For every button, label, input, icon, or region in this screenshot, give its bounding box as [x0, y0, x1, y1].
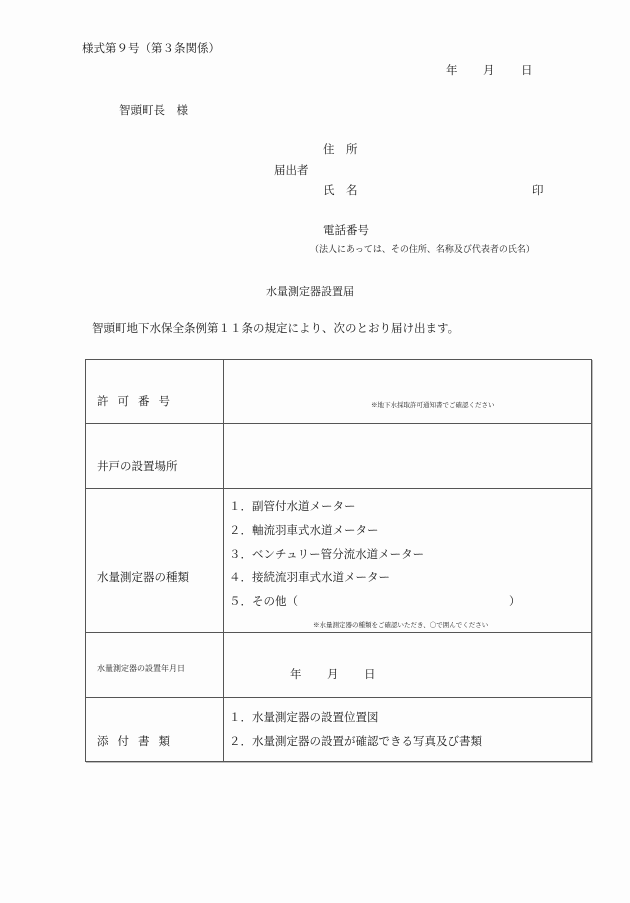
- corporate-note: （法人にあっては、その住所、名称及び代表者の氏名）: [310, 245, 535, 255]
- install-day-label: 日: [364, 667, 376, 681]
- well-location-label: 井戸の設置場所: [97, 459, 178, 473]
- date-day-label: 日: [521, 63, 533, 77]
- date-month-label: 月: [483, 63, 495, 77]
- install-month-label: 月: [327, 667, 339, 681]
- attachment-item-2: ２．水量測定器の設置が確認できる写真及び書類: [229, 734, 482, 748]
- form-table: [85, 359, 592, 762]
- install-date-field[interactable]: [224, 633, 591, 697]
- meter-type-label: 水量測定器の種類: [97, 570, 189, 584]
- meter-other-close-paren: ）: [509, 594, 521, 608]
- attachment-item-1: １．水量測定器の設置位置図: [229, 710, 379, 724]
- row-permit-number: [86, 360, 591, 424]
- row-attachments: [86, 698, 591, 762]
- attachments-label: 添付書類: [97, 734, 179, 748]
- meter-option-5-other[interactable]: ５．その他（: [229, 594, 298, 608]
- meter-option-2[interactable]: ２．軸流羽車式水道メーター: [229, 523, 379, 537]
- row-meter-type: [86, 489, 591, 633]
- meter-option-1[interactable]: １．副管付水道メーター: [229, 499, 356, 513]
- name-label: 氏 名: [323, 183, 358, 197]
- date-year-label: 年: [446, 63, 458, 77]
- form-number: 様式第９号（第３条関係）: [82, 41, 220, 55]
- well-location-field[interactable]: [224, 424, 591, 488]
- install-date-label: 水量測定器の設置年月日: [97, 664, 185, 673]
- addressee: 智頭町長 様: [119, 103, 188, 117]
- meter-option-4[interactable]: ４．接続流羽車式水道メーター: [229, 570, 390, 584]
- meter-type-note: ※水量測定器の種類をご確認いただき、〇で囲んでください: [313, 621, 489, 629]
- row-install-date: [86, 633, 591, 698]
- seal-mark: 印: [532, 183, 544, 197]
- applicant-label: 届出者: [274, 163, 309, 177]
- install-year-label: 年: [290, 667, 302, 681]
- permit-number-field[interactable]: [224, 360, 591, 423]
- document-title: 水量測定器設置届: [266, 285, 354, 298]
- meter-option-3[interactable]: ３．ベンチュリー管分流水道メーター: [229, 547, 425, 561]
- address-label: 住 所: [323, 142, 358, 156]
- row-well-location: [86, 424, 591, 489]
- permit-number-label: 許可番号: [97, 394, 179, 408]
- intro-text: 智頭町地下水保全条例第１１条の規定により、次のとおり届け出ます。: [92, 321, 460, 335]
- phone-label: 電話番号: [323, 223, 369, 237]
- permit-number-note: ※地下水採取許可通知書でご確認ください: [371, 401, 495, 409]
